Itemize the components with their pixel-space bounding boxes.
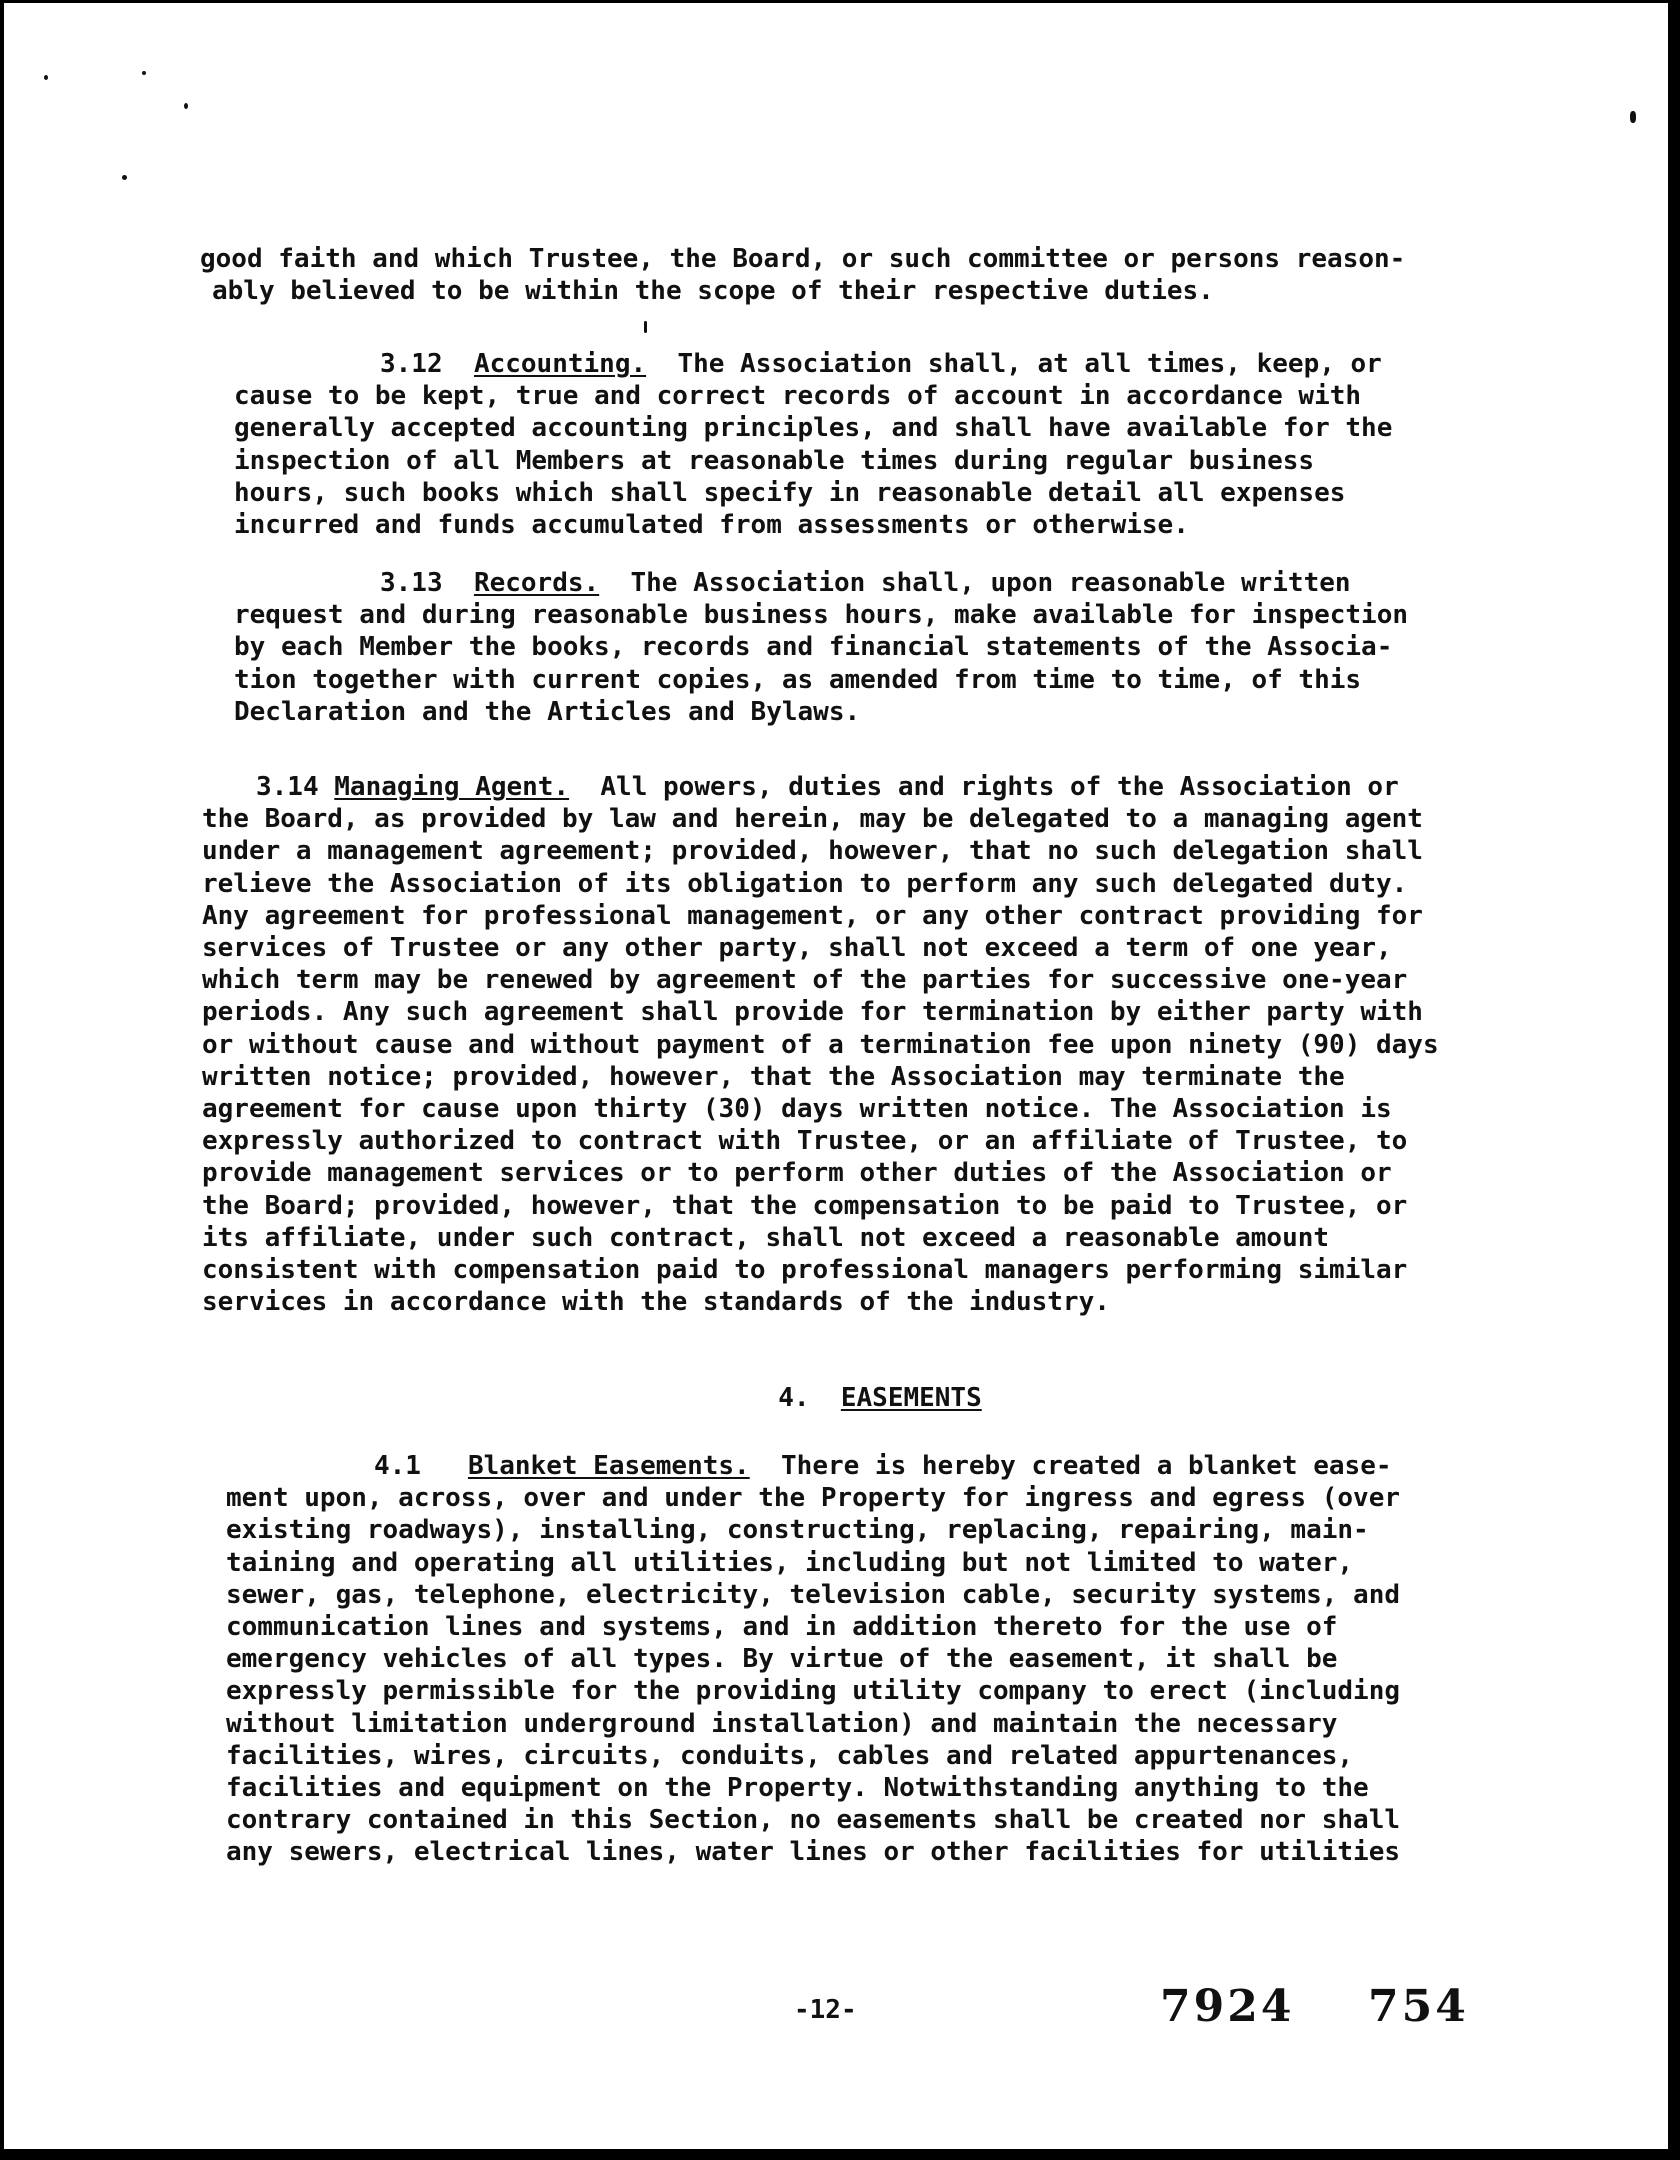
- page-number: -12-: [794, 1995, 857, 2025]
- section-title: Accounting.: [473, 349, 647, 379]
- text-line: hours, such books which shall specify in reasonable detail all expenses: [234, 477, 1346, 508]
- text-line: provide management services or to perform other duties of the Association or: [202, 1158, 1392, 1189]
- section-4-1: [226, 1450, 1414, 1869]
- text-line: sewer, gas, telephone, electricity, television cable, security systems, and: [226, 1579, 1400, 1610]
- section-number: 4.1: [374, 1451, 421, 1481]
- section-first-line: [226, 1450, 1414, 1482]
- text-line: or without cause and without payment of a termination fee upon ninety (90) days: [202, 1029, 1439, 1060]
- text-line: expressly permissible for the providing utility company to erect (including: [226, 1676, 1400, 1707]
- text-line: contrary contained in this Section, no easements shall be created nor shall: [226, 1805, 1400, 1836]
- intro-paragraph: [200, 243, 1484, 307]
- text-line: without limitation underground installation) and maintain the necessary: [226, 1708, 1338, 1739]
- scan-speck: [184, 103, 188, 109]
- section-text: All powers, duties and rights of the Association or: [600, 772, 1399, 802]
- text-line: request and during reasonable business hours, make available for inspection: [234, 600, 1408, 631]
- section-title: Records.: [473, 568, 600, 598]
- section-number: 3.12: [380, 349, 443, 379]
- scan-speck: [142, 71, 146, 75]
- text-line: inspection of all Members at reasonable times during regular business: [234, 445, 1315, 476]
- text-line: its affiliate, under such contract, shall not exceed a reasonable amount: [202, 1222, 1330, 1253]
- text-line: facilities, wires, circuits, conduits, cables and related appurtenances,: [226, 1740, 1354, 1771]
- section-text: There is hereby created a blanket ease-: [781, 1451, 1392, 1481]
- text-line: tion together with current copies, as amended from time to time, of this: [234, 664, 1362, 695]
- text-line: the Board; provided, however, that the compensation to be paid to Trustee, or: [202, 1190, 1408, 1221]
- text-line: agreement for cause upon thirty (30) days written notice. The Association is: [202, 1094, 1392, 1125]
- text-line: ably believed to be within the scope of their respective duties.: [212, 276, 1214, 307]
- text-line: generally accepted accounting principles, and shall have available for the: [234, 413, 1393, 444]
- scan-speck: [1630, 111, 1636, 123]
- section-4-heading: [4, 1383, 1662, 1413]
- text-line: services in accordance with the standards of the industry.: [202, 1287, 1110, 1318]
- text-line: good faith and which Trustee, the Board, or such committee or persons reason-: [200, 244, 1406, 274]
- text-line: incurred and funds accumulated from assessments or otherwise.: [234, 510, 1189, 541]
- section-number: 3.14: [256, 772, 319, 802]
- section-first-line: [202, 771, 1490, 803]
- text-line: which term may be renewed by agreement of the parties for successive one-year: [202, 965, 1408, 996]
- scan-speck: [644, 321, 647, 333]
- text-line: taining and operating all utilities, including but not limited to water,: [226, 1547, 1354, 1578]
- text-line: emergency vehicles of all types. By virtue of the easement, it shall be: [226, 1644, 1338, 1675]
- text-line: Declaration and the Articles and Bylaws.: [234, 696, 861, 727]
- page-number-stamp: 754: [1368, 1981, 1469, 2032]
- section-text: The Association shall, at all times, keep, or: [677, 349, 1382, 379]
- text-line: the Board, as provided by law and herein, may be delegated to a managing agent: [202, 804, 1423, 835]
- section-title: Blanket Easements.: [467, 1451, 750, 1481]
- heading-title: EASEMENTS: [840, 1383, 982, 1413]
- book-number-stamp: 7924: [1160, 1981, 1295, 2032]
- text-line: facilities and equipment on the Property. Notwithstanding anything to the: [226, 1773, 1369, 1804]
- heading-number: 4.: [778, 1383, 810, 1413]
- text-line: Any agreement for professional management, or any other contract providing for: [202, 900, 1423, 931]
- text-line: any sewers, electrical lines, water lines or other facilities for utilities: [226, 1837, 1400, 1868]
- section-title: Managing Agent.: [334, 772, 570, 802]
- document-page: [4, 3, 1668, 2149]
- scan-speck: [44, 75, 48, 80]
- scan-speck: [122, 175, 127, 180]
- text-line: by each Member the books, records and financial statements of the Associa-: [234, 632, 1393, 663]
- section-first-line: [234, 567, 1426, 599]
- text-line: cause to be kept, true and correct records of account in accordance with: [234, 381, 1362, 412]
- section-text: The Association shall, upon reasonable written: [630, 568, 1351, 598]
- text-line: written notice; provided, however, that the Association may terminate the: [202, 1061, 1345, 1092]
- text-line: existing roadways), installing, constructing, replacing, repairing, main-: [226, 1515, 1369, 1546]
- text-line: relieve the Association of its obligation to perform any such delegated duty.: [202, 868, 1408, 899]
- section-3-12: [234, 348, 1426, 541]
- text-line: communication lines and systems, and in addition thereto for the use of: [226, 1612, 1338, 1643]
- text-line: periods. Any such agreement shall provide for termination by either party with: [202, 997, 1423, 1028]
- text-line: under a management agreement; provided, however, that no such delegation shall: [202, 836, 1423, 867]
- section-3-14: [202, 771, 1490, 1318]
- section-first-line: [234, 348, 1426, 380]
- text-line: ment upon, across, over and under the Property for ingress and egress (over: [226, 1483, 1400, 1514]
- section-3-13: [234, 567, 1426, 728]
- text-line: expressly authorized to contract with Trustee, or an affiliate of Trustee, to: [202, 1126, 1408, 1157]
- text-line: services of Trustee or any other party, shall not exceed a term of one year,: [202, 933, 1392, 964]
- text-line: consistent with compensation paid to professional managers performing similar: [202, 1255, 1408, 1286]
- section-number: 3.13: [380, 568, 443, 598]
